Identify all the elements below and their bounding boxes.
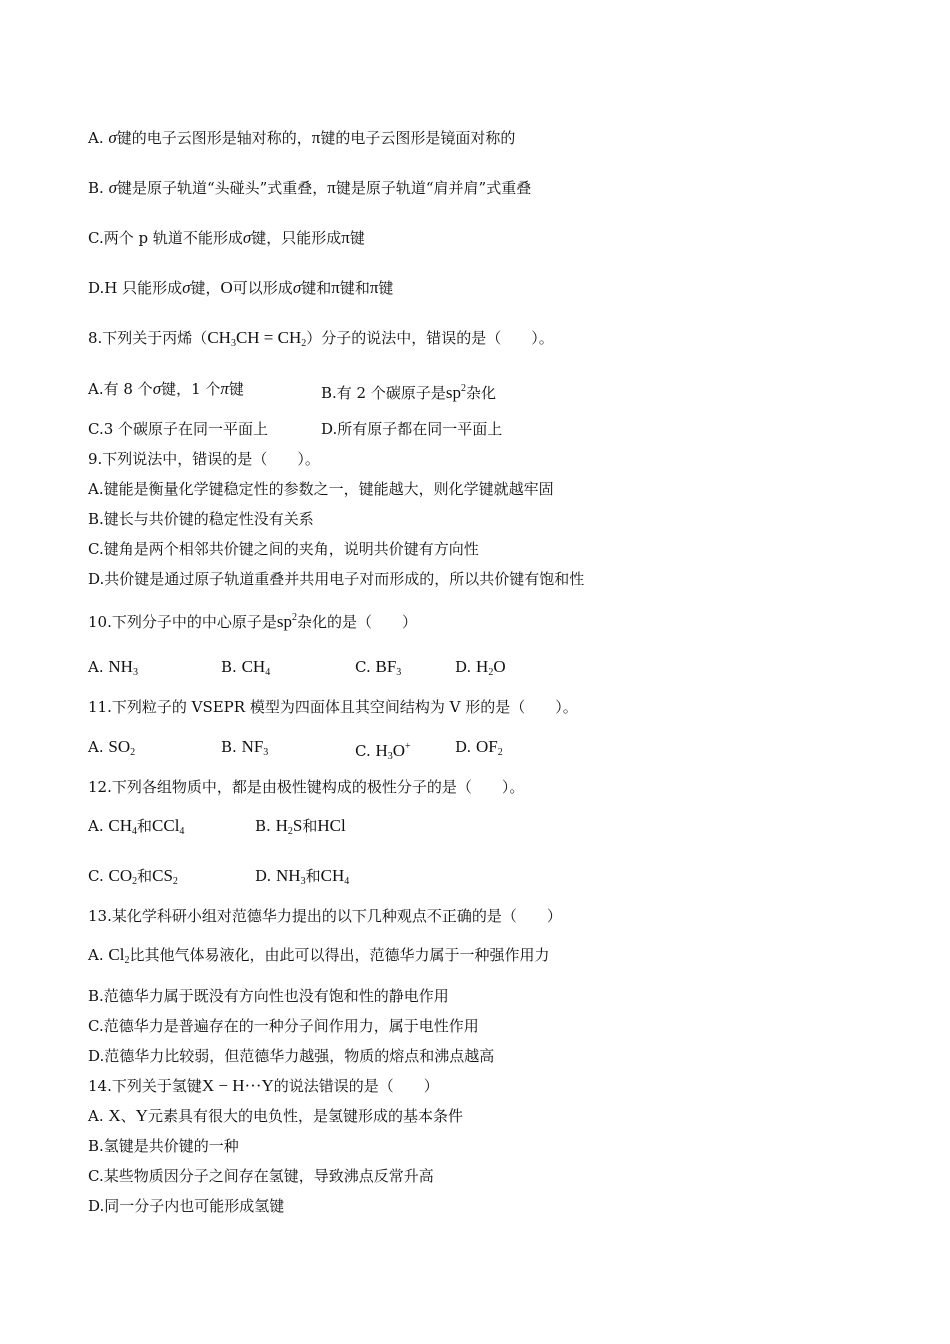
q10-option-c: C. $BF_3$ [355,657,402,678]
q13-option-a: A. $Cl_2$比其他气体易液化，由此可以得出，范德华力属于一种强作用力 [88,945,550,966]
q14-option-d: D.同一分子内也可能形成氢键 [88,1197,285,1215]
q12-option-b: B. $H_2S$和HCl [255,816,346,837]
q7-option-d: D.H 只能形成σ键，O可以形成σ键和π键和π键 [88,278,394,297]
q12-stem: 12.下列各组物质中，都是由极性键构成的极性分子的是（ ）。 [88,778,525,796]
q9-option-a: A.键能是衡量化学键稳定性的参数之一，键能越大，则化学键就越牢固 [88,480,554,498]
q11-option-d: D. $OF_2$ [455,737,503,758]
q9-option-d: D.共价键是通过原子轨道重叠并共用电子对而形成的，所以共价键有饱和性 [88,570,585,588]
q9-option-b: B.键长与共价键的稳定性没有关系 [88,510,314,528]
q10-option-a: A. $NH_3$ [88,657,138,678]
q12-option-c: C. $CO_2$和$CS_2$ [88,866,178,887]
q7-option-c: C.两个 p 轨道不能形成σ键，只能形成π键 [88,228,365,247]
q8-option-b: B.有 2 个碳原子是$sp^2$杂化 [321,383,497,402]
q14-stem: 14.下列关于氢键X − H···Y的说法错误的是（ ） [88,1076,439,1095]
q12-option-d: D. $NH_3$和$CH_4$ [255,866,350,887]
q8-stem: 8.下列关于丙烯$(CH_3CH = CH_2)$分子的说法中，错误的是（ ）。 [88,328,554,349]
q10-stem: 10.下列分子中的中心原子是$sp^2$杂化的是（ ） [88,612,417,631]
q14-option-c: C.某些物质因分子之间存在氢键，导致沸点反常升高 [88,1167,434,1185]
q14-option-a: A. X、Y元素具有很大的电负性，是氢键形成的基本条件 [88,1106,463,1125]
q11-option-b: B. $NF_3$ [221,737,269,758]
q11-option-c: C. $H_3O^+$ [355,741,411,762]
q14-option-b: B.氢键是共价键的一种 [88,1137,239,1155]
q10-option-d: D. $H_2O$ [455,657,506,678]
q8-option-d: D.所有原子都在同一平面上 [321,420,503,438]
q10-option-b: B. $CH_4$ [221,657,271,678]
q8-option-c: C.3 个碳原子在同一平面上 [88,420,269,438]
q12-option-a: A. $CH_4$和CCl$_4$ [88,816,185,837]
q13-option-d: D.范德华力比较弱，但范德华力越强，物质的熔点和沸点越高 [88,1047,495,1065]
q7-option-a: A. σ键的电子云图形是轴对称的，π键的电子云图形是镜面对称的 [88,128,516,147]
q13-option-c: C.范德华力是普遍存在的一种分子间作用力，属于电性作用 [88,1017,479,1035]
q7-option-b: B. σ键是原子轨道“头碰头”式重叠，π键是原子轨道“肩并肩”式重叠 [88,178,532,197]
q13-stem: 13.某化学科研小组对范德华力提出的以下几种观点不正确的是（ ） [88,907,562,925]
q11-option-a: A. $SO_2$ [88,737,136,758]
q9-stem: 9.下列说法中，错误的是（ ）。 [88,450,320,468]
q11-stem: 11.下列粒子的 VSEPR 模型为四面体且其空间结构为 V 形的是（ ）。 [88,698,578,716]
q13-option-b: B.范德华力属于既没有方向性也没有饱和性的静电作用 [88,987,449,1005]
q9-option-c: C.键角是两个相邻共价键之间的夹角，说明共价键有方向性 [88,540,479,558]
q8-option-a: A.有 8 个σ键，1 个π键 [88,379,244,398]
